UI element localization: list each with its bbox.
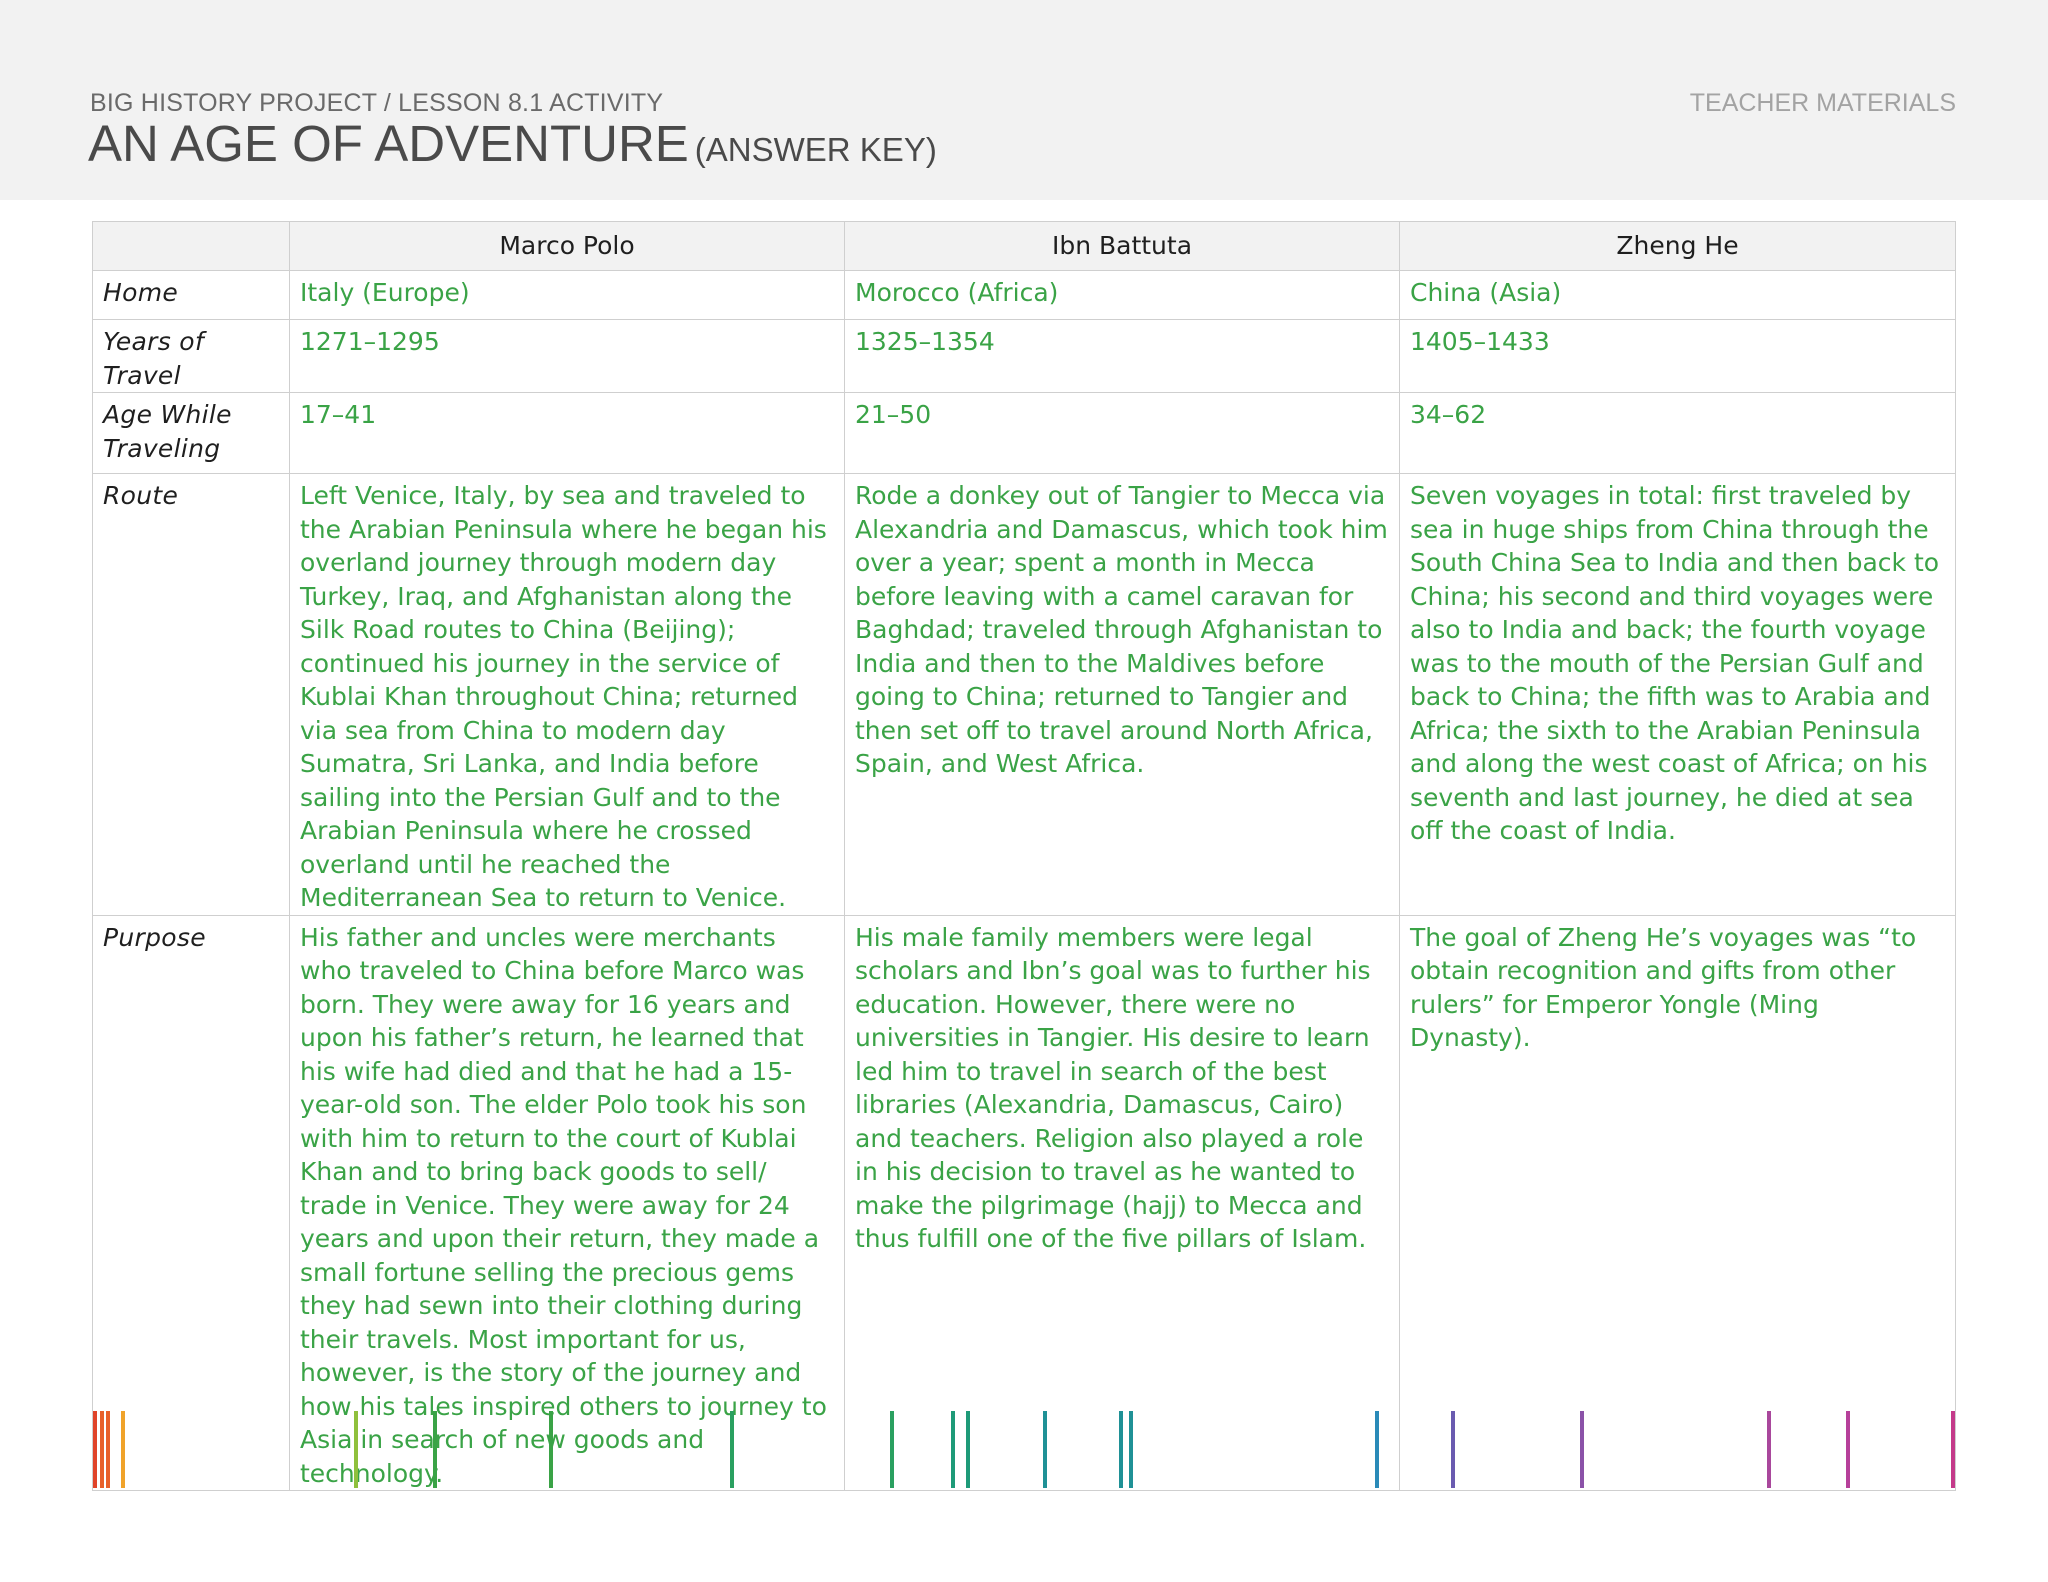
table-cell: 34–62	[1400, 393, 1956, 474]
table-cell: 21–50	[845, 393, 1400, 474]
table-cell: 1271–1295	[290, 320, 845, 393]
row-label: Years of Travel	[93, 320, 290, 393]
title-main: AN AGE OF ADVENTURE	[88, 115, 689, 172]
title-subtitle: (ANSWER KEY)	[694, 131, 937, 168]
row-label: Age While Traveling	[93, 393, 290, 474]
table-row	[93, 271, 1956, 320]
table-header-row	[93, 222, 1956, 271]
table-row	[93, 915, 1956, 1491]
table-cell: Left Venice, Italy, by sea and traveled to the Arabian Peninsula where he began his overland journey through modern day Turkey, Iraq, and Afghanistan along the Silk Road routes to China (Beijing); continued his journey in the service of Kublai Khan throughout China; returned via sea from China to modern day Sumatra, Sri Lanka, and India before sailing into the Persian Gulf and to the Arabian Peninsula where he crossed overland until he reached the Mediterranean Sea to return to Venice.	[290, 474, 845, 916]
table-cell: The goal of Zheng He’s voyages was “to obtain recognition and gifts from other rulers” for Emperor Yongle (Ming Dynasty).	[1400, 915, 1956, 1491]
page-title	[88, 115, 937, 172]
table-cell: 1325–1354	[845, 320, 1400, 393]
column-header: Zheng He	[1400, 222, 1956, 271]
table-cell: Morocco (Africa)	[845, 271, 1400, 320]
table-row	[93, 320, 1956, 393]
column-header: Marco Polo	[290, 222, 845, 271]
table-cell: China (Asia)	[1400, 271, 1956, 320]
table-cell: His father and uncles were merchants who traveled to China before Marco was born. They were away for 16 years and upon his father’s return, he learned that his wife had died and that he had a 15-year-old son. The elder Polo took his son with him to return to the court of Kublai Khan and to bring back goods to sell/ trade in Venice. They were away for 24 years and upon their return, they made a small fortune selling the precious gems they had sewn into their clothing during their travels. Most important for us, however, is the story of the journey and how his tales inspired others to journey to Asia in search of new goods and technology.	[290, 915, 845, 1491]
table-row	[93, 393, 1956, 474]
column-header: Ibn Battuta	[845, 222, 1400, 271]
lesson-kicker: BIG HISTORY PROJECT / LESSON 8.1 ACTIVITY	[90, 89, 664, 117]
row-label: Route	[93, 474, 290, 916]
table-cell: 17–41	[290, 393, 845, 474]
table-cell: 1405–1433	[1400, 320, 1956, 393]
teacher-materials-label: TEACHER MATERIALS	[1689, 89, 1956, 117]
answer-key-table	[92, 221, 1956, 1491]
table-row	[93, 474, 1956, 916]
table-cell: Seven voyages in total: first traveled by sea in huge ships from China through the South China Sea to India and then back to China; his second and third voyages were also to India and back; the fourth voyage was to the mouth of the Persian Gulf and back to China; the fifth was to Arabia and Africa; the sixth to the Arabian Peninsula and along the west coast of Africa; on his seventh and last journey, he died at sea off the coast of India.	[1400, 474, 1956, 916]
table-cell: Italy (Europe)	[290, 271, 845, 320]
table-cell: Rode a donkey out of Tangier to Mecca via Alexandria and Damascus, which took him over a year; spent a month in Mecca before leaving with a camel caravan for Baghdad; traveled through Afghanistan to India and then to the Maldives before going to China; returned to Tangier and then set off to travel around North Africa, Spain, and West Africa.	[845, 474, 1400, 916]
table-cell: His male family members were legal scholars and Ibn’s goal was to further his education. However, there were no universities in Tangier. His desire to learn led him to travel in search of the best libraries (Alexandria, Damascus, Cairo) and teachers. Religion also played a role in his decision to travel as he wanted to make the pilgrimage (hajj) to Mecca and thus fulfill one of the five pillars of Islam.	[845, 915, 1400, 1491]
header-corner-cell	[93, 222, 290, 271]
row-label: Home	[93, 271, 290, 320]
timeline-stripes	[0, 1408, 2048, 1490]
row-label: Purpose	[93, 915, 290, 1491]
